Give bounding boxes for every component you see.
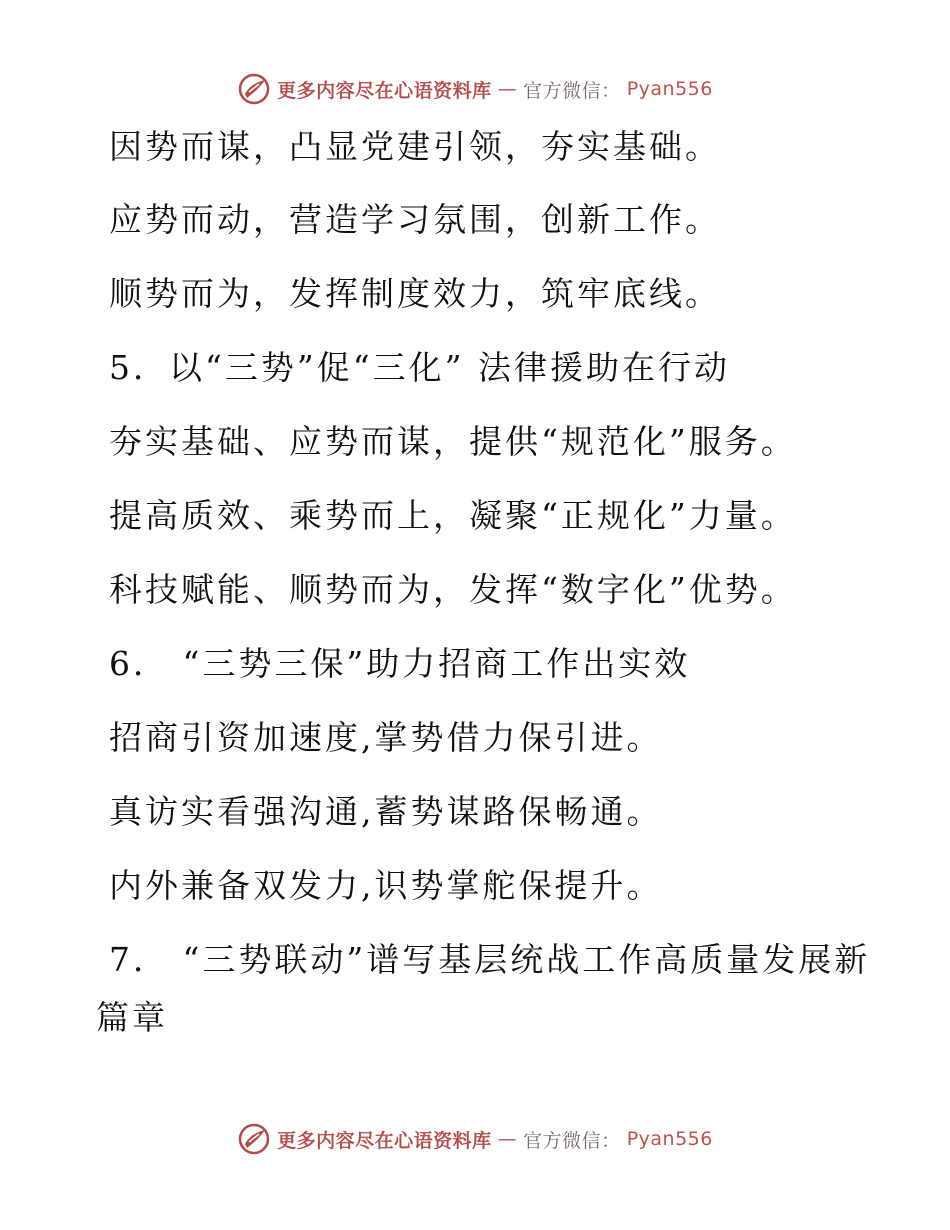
body-line: 内外兼备双发力,识势掌舵保提升。 — [109, 866, 663, 905]
brand-logo-icon — [237, 1122, 271, 1156]
header-watermark — [0, 72, 950, 106]
body-line: 顺势而为，发挥制度效力，筑牢底线。 — [109, 274, 721, 313]
watermark-dash: — — [497, 1128, 518, 1150]
section-heading: 5．以“三势”促“三化” 法律援助在行动 — [109, 348, 730, 387]
section-heading: 6． “三势三保”助力招商工作出实效 — [109, 644, 691, 683]
body-line: 真访实看强沟通,蓄势谋路保畅通。 — [109, 792, 663, 831]
brand-logo-icon — [237, 72, 271, 106]
watermark-official-label: 官方微信： — [523, 1129, 621, 1152]
watermark-brand: 更多内容尽在心语资料库 — [277, 79, 492, 102]
watermark-official-label: 官方微信： — [523, 79, 621, 102]
watermark-wechat-id: Pyan556 — [626, 1128, 713, 1150]
watermark-brand: 更多内容尽在心语资料库 — [277, 1129, 492, 1152]
body-line: 因势而谋，凸显党建引领，夯实基础。 — [109, 127, 721, 166]
body-line: 夯实基础、应势而谋，提供“规范化”服务。 — [109, 422, 797, 461]
footer-watermark — [0, 1122, 950, 1156]
body-line: 提高质效、乘势而上，凝聚“正规化”力量。 — [109, 496, 797, 535]
body-line: 科技赋能、顺势而为，发挥“数字化”优势。 — [109, 570, 797, 609]
section-heading-continued: 篇章 — [96, 998, 168, 1037]
section-heading: 7． “三势联动”谱写基层统战工作高质量发展新 — [109, 940, 871, 979]
body-line: 应势而动，营造学习氛围，创新工作。 — [109, 200, 721, 239]
watermark-dash: — — [497, 78, 518, 100]
watermark-wechat-id: Pyan556 — [626, 78, 713, 100]
body-line: 招商引资加速度,掌势借力保引进。 — [109, 718, 663, 757]
